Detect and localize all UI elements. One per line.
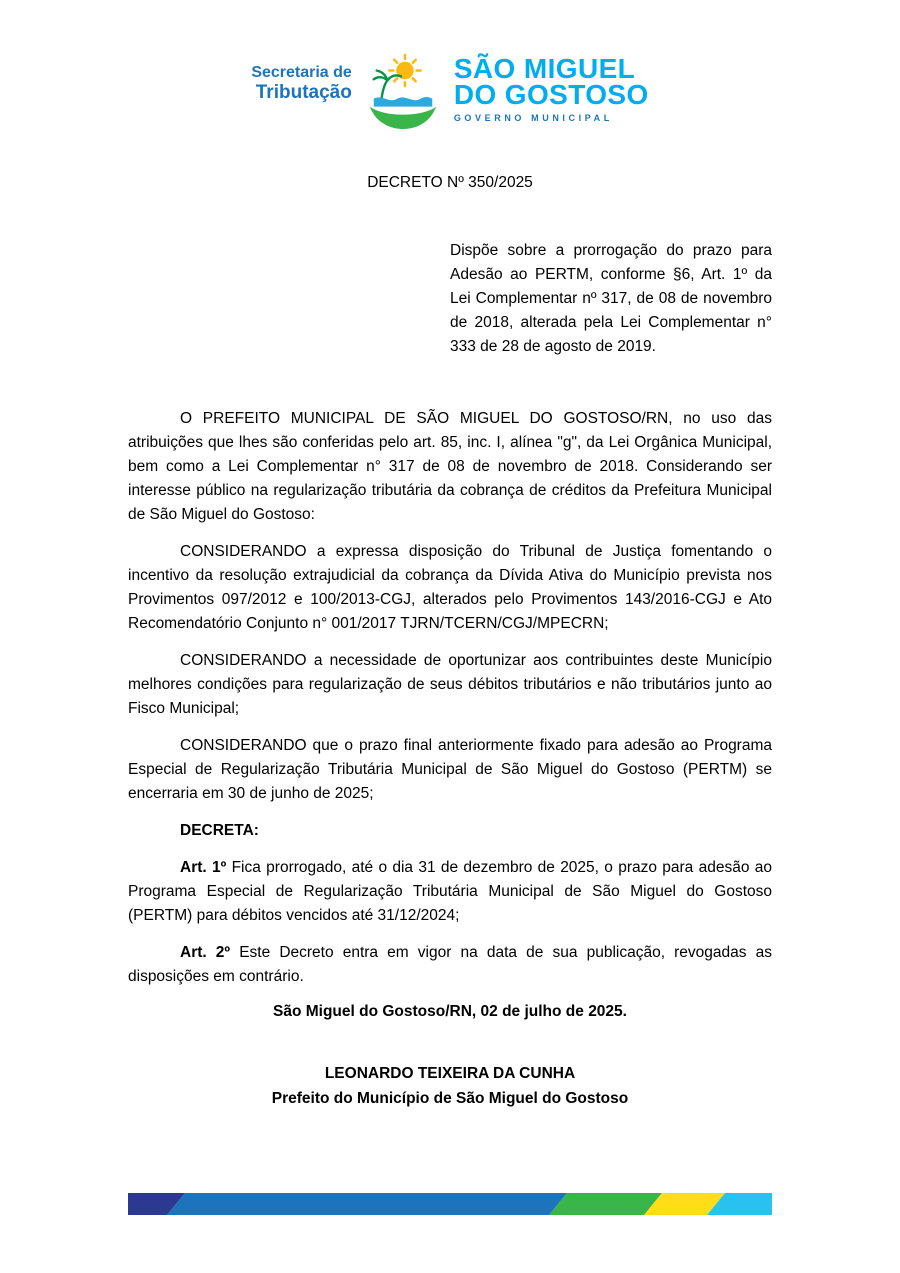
- date-line: São Miguel do Gostoso/RN, 02 de julho de 2025.: [273, 1003, 627, 1020]
- decree-title: DECRETO Nº 350/2025: [367, 174, 533, 191]
- document-content: [128, 0, 772, 1111]
- paragraph-considerando-2: [128, 649, 772, 721]
- paragraph-text: O PREFEITO MUNICIPAL DE SÃO MIGUEL DO GOSTOSO/RN, no uso das atribuições que lhes são conferidas pelo art. 85, inc. I, alínea "g", da Lei Orgânica Municipal, bem como a Lei Complementar n° 317 de 08 de novembro de 2018. Considerando ser interesse público na regularização tributária da cobrança de créditos da Prefeitura Municipal de São Miguel do Gostoso:: [128, 410, 772, 523]
- decree-body: [128, 407, 772, 989]
- paragraph-art-2: [128, 941, 772, 989]
- secretaria-line1: Secretaria de: [251, 63, 352, 81]
- decree-summary: Dispõe sobre a prorrogação do prazo para Adesão ao PERTM, conforme §6, Art. 1º da Lei Complementar nº 317, de 08 de novembro de 2018, alterada pela Lei Complementar n° 333 de 28 de agosto de 2019.: [450, 242, 772, 355]
- paragraph-lead: Art. 2º: [180, 944, 231, 961]
- paragraph-considerando-3: [128, 734, 772, 806]
- paragraph-lead: Art. 1º: [180, 859, 227, 876]
- city-name-line2: DO GOSTOSO: [453, 79, 649, 111]
- paragraph-text: CONSIDERANDO a expressa disposição do Tribunal de Justiça fomentando o incentivo da resolução extrajudicial da cobrança da Dívida Ativa do Município prevista nos Provimentos 097/2012 e 100/2013-CGJ, alterados pelo Provimentos 143/2016-CGJ e Ato Recomendatório Conjunto n° 001/2017 TJRN/TCERN/CGJ/MPECRN;: [128, 543, 772, 632]
- document-header: [128, 50, 772, 132]
- signature-block: [128, 1061, 772, 1111]
- municipal-logo-icon: [364, 50, 442, 132]
- stripe-segment-blue: [167, 1193, 567, 1215]
- paragraph-text: CONSIDERANDO a necessidade de oportunizar aos contribuintes deste Município melhores condições para regularização de seus débitos tributários e não tributários junto ao Fisco Municipal;: [128, 652, 772, 717]
- secretaria-wordmark: [251, 64, 352, 118]
- paragraph-lead: DECRETA:: [180, 822, 259, 839]
- palm-tree-icon: [374, 71, 401, 99]
- paragraph-text: Fica prorrogado, até o dia 31 de dezembro de 2025, o prazo para adesão ao Programa Especial de Regularização Tributária Municipal de São Miguel do Gostoso (PERTM) para débitos vencidos até 31/12/2024;: [128, 859, 772, 924]
- signature-name: LEONARDO TEIXEIRA DA CUNHA: [324, 1065, 576, 1082]
- secretaria-line2: Tributação: [255, 82, 352, 104]
- paragraph-text: Este Decreto entra em vigor na data de sua publicação, revogadas as disposições em contrário.: [128, 944, 772, 985]
- footer-stripe: [128, 1193, 772, 1215]
- signature-role: Prefeito do Município de São Miguel do Gostoso: [271, 1090, 629, 1107]
- city-wordmark: [453, 52, 649, 127]
- land-icon: [370, 107, 436, 129]
- paragraph-art-1: [128, 856, 772, 928]
- paragraph-preamble: [128, 407, 772, 527]
- water-icon: [374, 97, 433, 107]
- sun-icon: [389, 55, 420, 86]
- paragraph-considerando-1: [128, 540, 772, 636]
- paragraph-decreta: [128, 819, 772, 843]
- stripe-segment-green: [549, 1193, 662, 1215]
- governo-municipal-label: GOVERNO MUNICIPAL: [453, 112, 613, 123]
- paragraph-text: CONSIDERANDO que o prazo final anteriormente fixado para adesão ao Programa Especial de Regularização Tributária Municipal de São Miguel do Gostoso (PERTM) se encerraria em 30 de junho de 2025;: [128, 737, 772, 802]
- city-name-line1: SÃO MIGUEL: [453, 52, 636, 84]
